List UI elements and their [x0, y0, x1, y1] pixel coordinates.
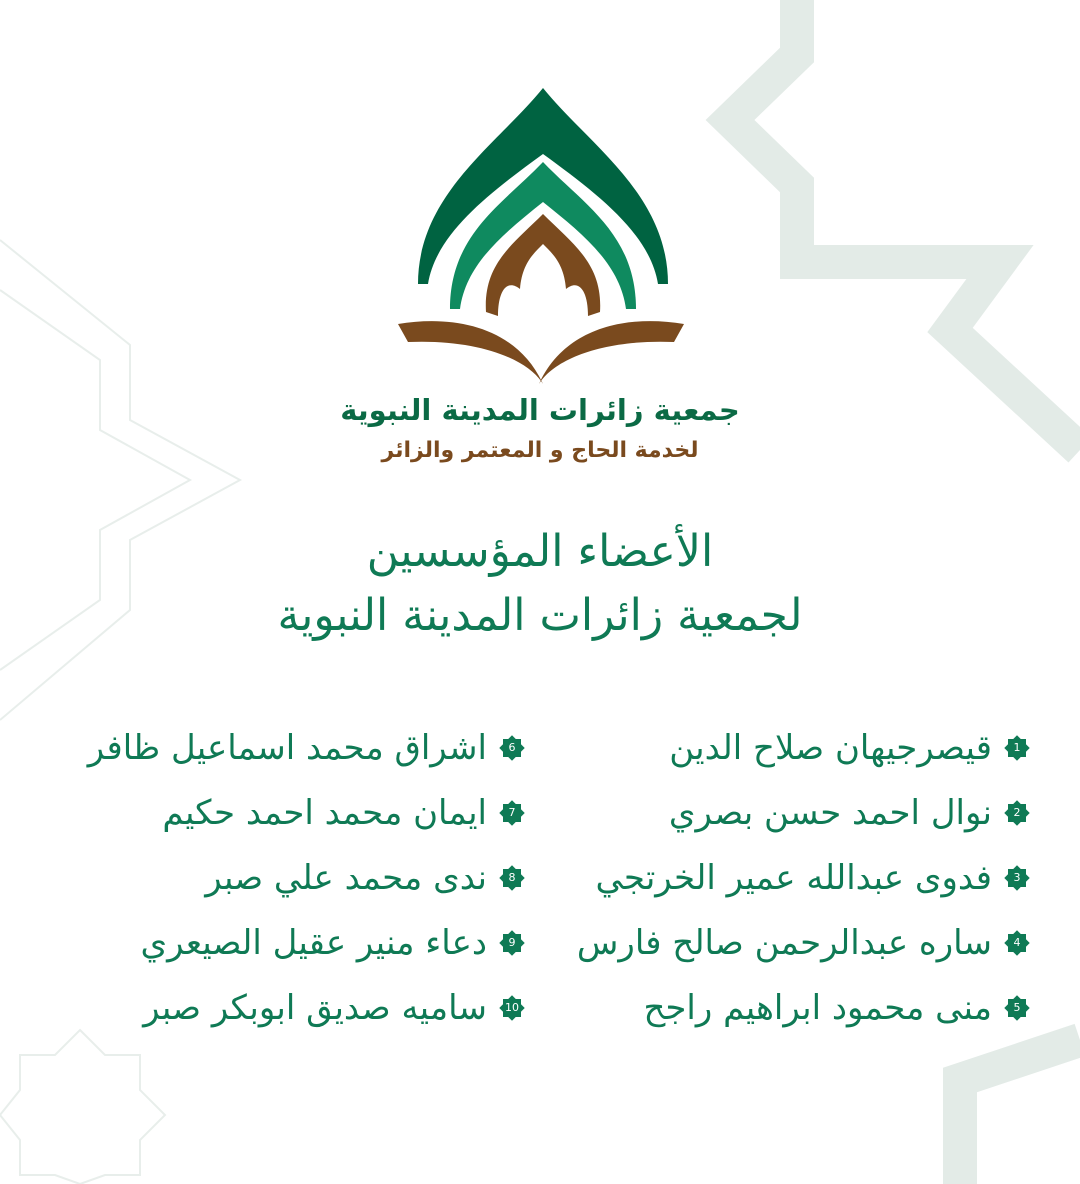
member-number: 5: [1013, 1001, 1021, 1014]
member-number-badge: [499, 735, 525, 761]
member-item: [55, 789, 525, 837]
member-number-badge: [1004, 735, 1030, 761]
member-item: [560, 724, 1030, 772]
member-number-badge: [499, 800, 525, 826]
member-number: 8: [508, 871, 516, 884]
member-item: [55, 919, 525, 967]
org-tagline: لخدمة الحاج و المعتمر والزائر: [381, 438, 699, 463]
member-name: ساره عبدالرحمن صالح فارس: [576, 923, 992, 963]
member-item: [55, 854, 525, 902]
member-number: 1: [1013, 741, 1021, 754]
member-number: 7: [508, 806, 516, 819]
member-number: 6: [508, 741, 516, 754]
member-item: [560, 789, 1030, 837]
member-number-badge: [499, 995, 525, 1021]
member-name: قيصرجيهان صلاح الدين: [669, 728, 992, 768]
member-item: [560, 919, 1030, 967]
member-number-badge: [1004, 800, 1030, 826]
org-name: جمعية زائرات المدينة النبوية: [340, 393, 740, 427]
member-number: 4: [1013, 936, 1021, 949]
members-list-right: [560, 724, 1030, 1049]
member-name: نوال احمد حسن بصري: [668, 793, 992, 833]
member-number: 10: [505, 1001, 519, 1014]
member-number-badge: [499, 865, 525, 891]
member-number-badge: [1004, 930, 1030, 956]
member-number-badge: [499, 930, 525, 956]
members-list-left: [55, 724, 525, 1049]
member-name: ايمان محمد احمد حكيم: [162, 793, 487, 833]
member-number-badge: [1004, 865, 1030, 891]
member-item: [55, 724, 525, 772]
member-number: 2: [1013, 806, 1021, 819]
mosque-dome-book-icon: [388, 84, 692, 384]
member-item: [560, 984, 1030, 1032]
member-name: دعاء منير عقيل الصيعري: [140, 923, 487, 963]
member-name: ندى محمد علي صبر: [205, 858, 487, 898]
member-number: 9: [508, 936, 516, 949]
member-item: [560, 854, 1030, 902]
heading-subtitle: لجمعية زائرات المدينة النبوية: [277, 590, 803, 641]
member-name: ساميه صديق ابوبكر صبر: [143, 988, 487, 1028]
heading-title: الأعضاء المؤسسين: [366, 526, 714, 577]
member-name: فدوى عبدالله عمير الخرتجي: [595, 858, 992, 898]
member-name: اشراق محمد اسماعيل ظافر: [87, 728, 487, 768]
member-number-badge: [1004, 995, 1030, 1021]
member-name: منى محمود ابراهيم راجح: [643, 988, 992, 1028]
member-number: 3: [1013, 871, 1021, 884]
member-item: [55, 984, 525, 1032]
